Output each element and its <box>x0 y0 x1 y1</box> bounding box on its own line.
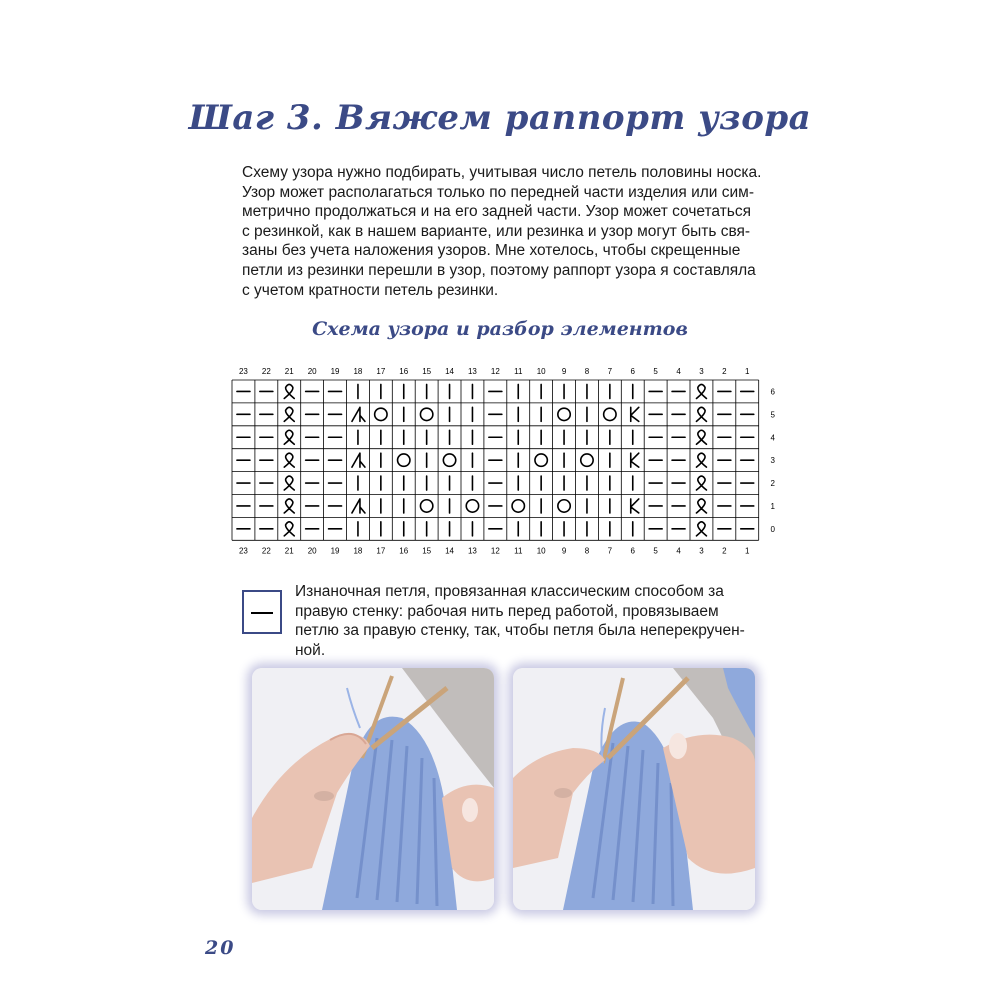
intro-paragraph <box>242 163 762 300</box>
intro-line: с резинкой, как в нашем варианте, или резинка и узор могут быть свя- <box>242 222 751 240</box>
chart-column-label: 8 <box>584 546 590 556</box>
chart-row-label: 4 <box>770 433 775 443</box>
chart-column-label: 19 <box>330 546 340 556</box>
intro-line: с учетом кратности петель резинки. <box>242 281 499 299</box>
knitting-photo-1 <box>252 668 494 910</box>
legend-description <box>295 582 755 660</box>
yarn-over-symbol <box>420 408 432 420</box>
chart-column-label: 15 <box>422 367 432 376</box>
chart-column-label: 3 <box>699 546 704 556</box>
chart-row-label: 1 <box>770 501 775 511</box>
yarn-over-symbol <box>558 500 570 512</box>
chart-column-label: 21 <box>284 546 294 556</box>
chart-column-label: 7 <box>607 367 613 376</box>
chart-column-label: 8 <box>584 367 590 376</box>
twisted-stitch-symbol <box>284 453 294 467</box>
intro-line: метрично продолжаться и на его задней части. Узор может сочетаться <box>242 203 752 221</box>
legend-line: правую стенку: рабочая нить перед работой, провязываем <box>295 602 719 620</box>
chart-column-label: 10 <box>536 546 546 556</box>
chart-column-label: 22 <box>261 546 271 556</box>
yarn-over-symbol <box>420 500 432 512</box>
yarn-over-symbol <box>375 408 387 420</box>
chart-column-label: 4 <box>676 367 681 376</box>
chart-column-label: 16 <box>399 546 409 556</box>
chart-column-label: 12 <box>490 367 500 376</box>
twisted-stitch-symbol <box>696 476 706 490</box>
yarn-over-symbol <box>535 454 547 466</box>
twisted-stitch-symbol <box>284 499 294 513</box>
chart-row-label: 5 <box>770 410 775 420</box>
chart-row-label: 3 <box>770 456 775 466</box>
chart-column-label: 22 <box>261 367 271 376</box>
legend-purl-symbol-box <box>242 590 282 634</box>
yarn-over-symbol <box>558 408 570 420</box>
chart-column-label: 7 <box>607 546 613 556</box>
chart-column-label: 1 <box>745 367 750 376</box>
twisted-stitch-symbol <box>284 522 294 536</box>
chart-column-label: 11 <box>514 546 523 556</box>
chart-column-label: 6 <box>630 546 635 556</box>
intro-line: заны без учета наложения узоров. Мне хотелось, чтобы скрещенные <box>242 242 741 260</box>
chart-column-label: 2 <box>722 546 727 556</box>
twisted-stitch-symbol <box>696 407 706 421</box>
twisted-stitch-symbol <box>284 384 294 398</box>
intro-line: петли из резинки перешли в узор, поэтому раппорт узора я составляла <box>242 261 756 279</box>
twisted-stitch-symbol <box>284 407 294 421</box>
twisted-stitch-symbol <box>284 476 294 490</box>
twisted-stitch-symbol <box>696 522 706 536</box>
legend-line: Изнаночная петля, провязанная классическим способом за <box>295 583 724 600</box>
chart-column-label: 5 <box>653 367 658 376</box>
page-title: Шаг 3. Вяжем раппорт узора <box>188 98 812 138</box>
chart-column-label: 23 <box>238 546 248 556</box>
chart-column-label: 23 <box>238 367 248 376</box>
chart-column-label: 17 <box>376 546 386 556</box>
chart-column-label: 13 <box>467 367 477 376</box>
twisted-stitch-symbol <box>696 453 706 467</box>
decrease-right-symbol <box>631 453 639 467</box>
legend-line: петлю за правую стенку, так, чтобы петля была неперекручен- <box>295 622 745 640</box>
decrease-right-symbol <box>631 499 639 513</box>
yarn-over-symbol <box>604 408 616 420</box>
knitting-photo-2 <box>513 668 755 910</box>
twisted-stitch-symbol <box>696 384 706 398</box>
chart-column-label: 14 <box>445 546 455 556</box>
page-number: 20 <box>205 937 236 959</box>
intro-line: Узор может располагаться только по передней части изделия или сим- <box>242 183 754 201</box>
decrease-right-symbol <box>631 407 639 421</box>
twisted-stitch-symbol <box>696 430 706 444</box>
decrease-left-symbol <box>352 453 365 467</box>
chart-column-label: 21 <box>284 367 294 376</box>
chart-column-label: 4 <box>676 546 681 556</box>
chart-row-label: 0 <box>770 524 775 534</box>
chart-column-label: 1 <box>745 546 750 556</box>
twisted-stitch-symbol <box>696 499 706 513</box>
pattern-chart <box>228 360 778 560</box>
chart-column-label: 3 <box>699 367 704 376</box>
twisted-stitch-symbol <box>284 430 294 444</box>
intro-line: Схему узора нужно подбирать, учитывая число петель половины носка. <box>242 164 762 181</box>
chart-column-label: 18 <box>353 367 363 376</box>
decrease-left-symbol <box>352 407 365 421</box>
yarn-over-symbol <box>398 454 410 466</box>
chart-column-label: 9 <box>561 367 567 376</box>
chart-column-label: 19 <box>330 367 340 376</box>
chart-column-label: 13 <box>467 546 477 556</box>
chart-column-label: 20 <box>307 367 317 376</box>
chart-column-label: 17 <box>376 367 386 376</box>
decrease-left-symbol <box>352 499 365 513</box>
purl-dash-icon <box>251 612 273 614</box>
legend-line: ной. <box>295 641 326 659</box>
yarn-over-symbol <box>581 454 593 466</box>
chart-column-label: 12 <box>490 546 500 556</box>
chart-column-label: 2 <box>722 367 727 376</box>
chart-column-label: 18 <box>353 546 363 556</box>
chart-row-label: 2 <box>770 479 775 489</box>
chart-column-label: 6 <box>630 367 635 376</box>
yarn-over-symbol <box>443 454 455 466</box>
chart-column-label: 15 <box>422 546 432 556</box>
chart-column-label: 9 <box>561 546 567 556</box>
chart-column-label: 10 <box>536 367 546 376</box>
chart-column-label: 11 <box>514 367 523 376</box>
yarn-over-symbol <box>466 500 478 512</box>
yarn-over-symbol <box>512 500 524 512</box>
chart-column-label: 14 <box>445 367 455 376</box>
chart-column-label: 16 <box>399 367 409 376</box>
chart-column-label: 20 <box>307 546 317 556</box>
chart-column-label: 5 <box>653 546 658 556</box>
chart-row-label: 6 <box>770 387 775 397</box>
section-subtitle: Схема узора и разбор элементов <box>312 318 688 340</box>
